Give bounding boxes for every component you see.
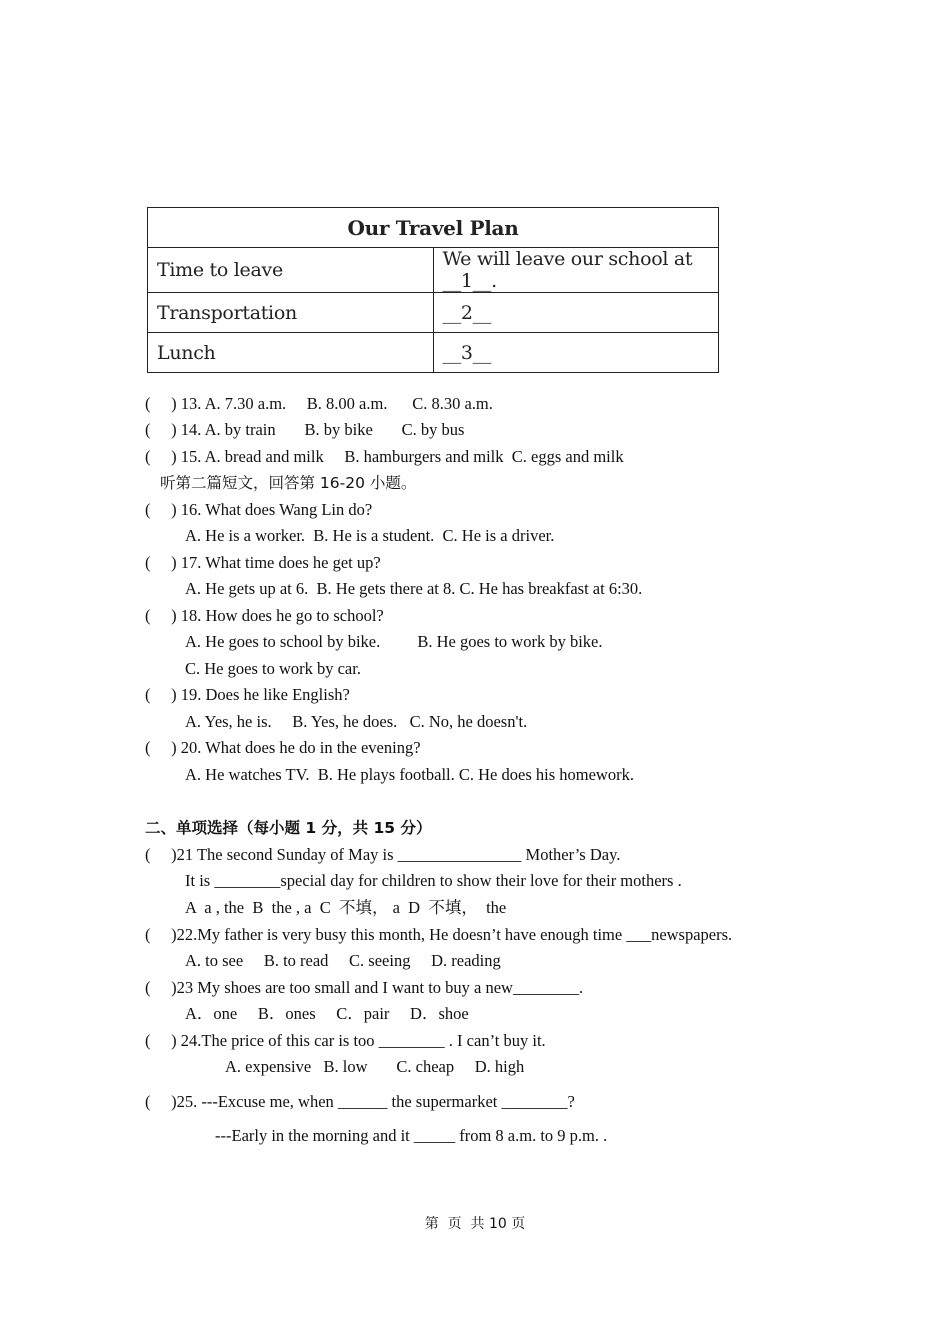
question-14: ( ) 14. A. by train B. by bike C. by bus: [145, 420, 465, 439]
question-17-options: A. He gets up at 6. B. He gets there at 8. C. He has breakfast at 6:30.: [185, 579, 643, 598]
table-cell-label: Lunch: [148, 333, 434, 373]
question-22-options: A. to see B. to read C. seeing D. reading: [185, 951, 501, 970]
table-title: Our Travel Plan: [148, 208, 719, 248]
question-23-options: A．one B．ones C．pair D．shoe: [185, 1004, 469, 1023]
question-18-options: A. He goes to school by bike. B. He goes to work by bike.: [185, 632, 603, 651]
section-heading: 二、单项选择（每小题 1 分，共 15 分）: [145, 819, 432, 837]
question-18: ( ) 18. How does he go to school?: [145, 606, 384, 625]
question-21: ( )21 The second Sunday of May is _______________ Mother’s Day.: [145, 845, 621, 864]
question-21-options: A a , the B the , a C 不填， a D 不填， the: [185, 898, 507, 917]
table-cell-value: We will leave our school at __1__.: [433, 248, 719, 293]
question-17: ( ) 17. What time does he get up?: [145, 553, 381, 572]
question-20-options: A. He watches TV. B. He plays football. C. He does his homework.: [185, 765, 634, 784]
question-25: ( )25. ---Excuse me, when ______ the supermarket ________?: [145, 1092, 575, 1111]
question-23: ( )23 My shoes are too small and I want to buy a new________.: [145, 978, 584, 997]
question-20: ( ) 20. What does he do in the evening?: [145, 738, 421, 757]
travel-plan-table: [147, 207, 719, 373]
question-19: ( ) 19. Does he like English?: [145, 685, 350, 704]
question-22: ( )22.My father is very busy this month, He doesn’t have enough time ___newspapers.: [145, 925, 733, 944]
question-16-options: A. He is a worker. B. He is a student. C. He is a driver.: [185, 526, 555, 545]
question-19-options: A. Yes, he is. B. Yes, he does. C. No, he doesn't.: [185, 712, 528, 731]
question-15: ( ) 15. A. bread and milk B. hamburgers and milk C. eggs and milk: [145, 447, 624, 466]
table-cell-value: __2__: [433, 293, 719, 333]
question-21-sentence: It is ________special day for children to show their love for their mothers .: [185, 871, 682, 890]
table-row: [148, 248, 719, 293]
question-13: ( ) 13. A. 7.30 a.m. B. 8.00 a.m. C. 8.30 a.m.: [145, 394, 493, 413]
table-title-row: [148, 208, 719, 248]
table-cell-value: __3__: [433, 333, 719, 373]
question-24-options: A. expensive B. low C. cheap D. high: [225, 1057, 525, 1076]
table-cell-label: Time to leave: [148, 248, 434, 293]
page-footer: 第 页 共 10 页: [424, 1216, 526, 1232]
question-18-options: C. He goes to work by car.: [185, 659, 361, 678]
question-24: ( ) 24.The price of this car is too ________ . I can’t buy it.: [145, 1031, 546, 1050]
table-row: [148, 333, 719, 373]
table-cell-label: Transportation: [148, 293, 434, 333]
question-16: ( ) 16. What does Wang Lin do?: [145, 500, 373, 519]
section-instruction: 听第二篇短文，回答第 16-20 小题。: [160, 474, 417, 492]
question-25-answer-line: ---Early in the morning and it _____ from 8 a.m. to 9 p.m. .: [215, 1126, 608, 1145]
table-row: [148, 293, 719, 333]
